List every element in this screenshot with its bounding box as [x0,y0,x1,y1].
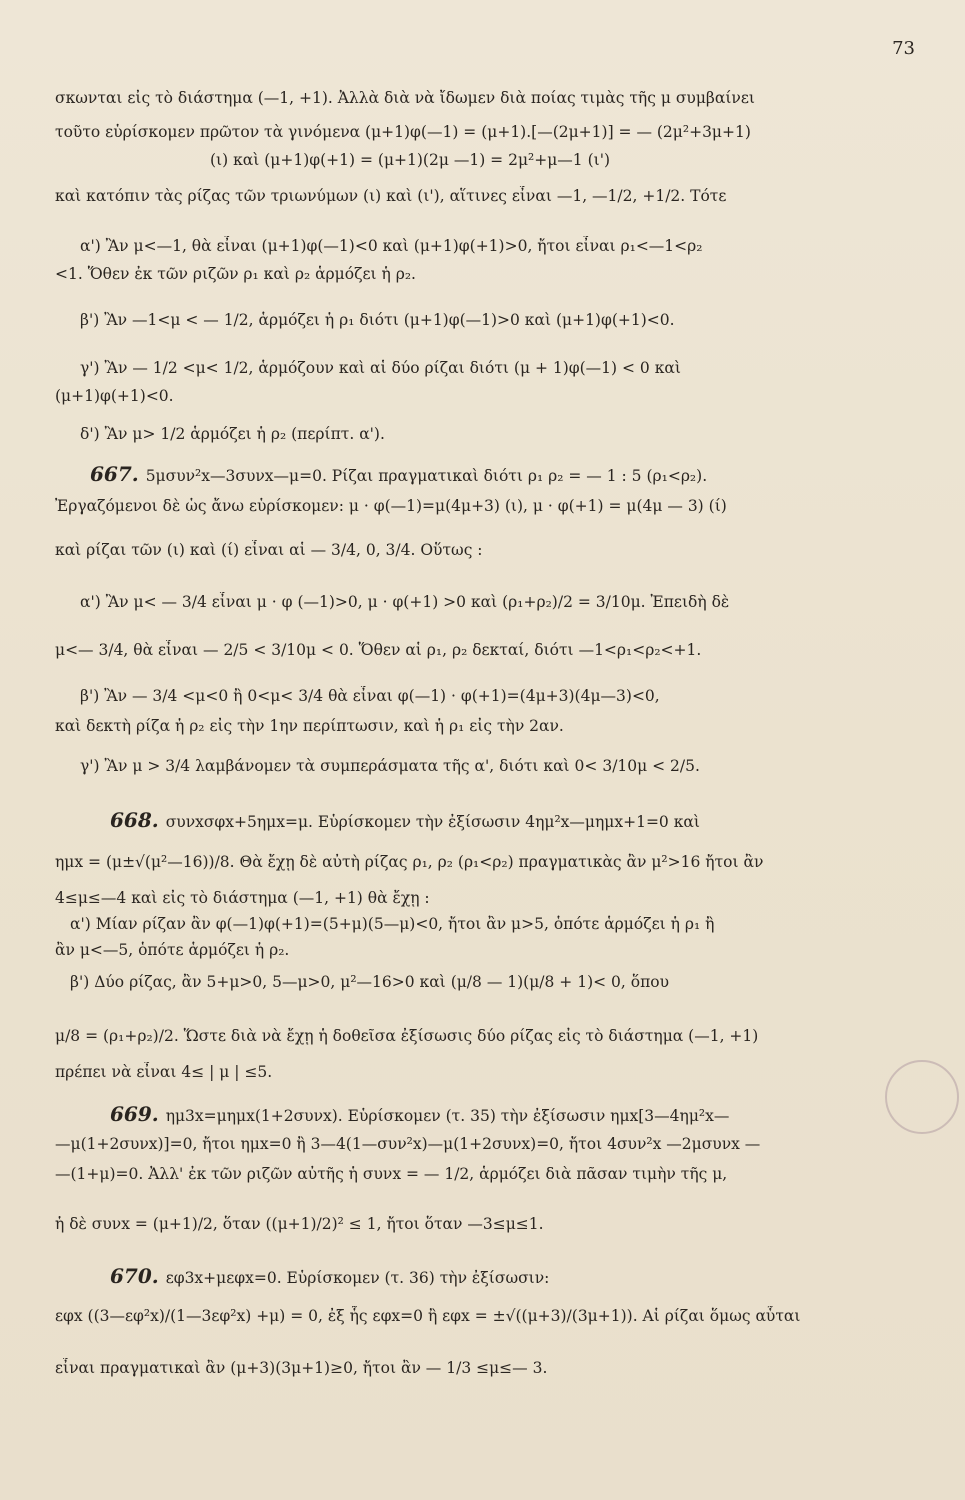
text-line: καὶ κατόπιν τὰς ρίζας τῶν τριωνύμων (ι) καὶ (ι'), αἵτινες εἶναι —1, —1/2, +1/2. Τότε [55,187,727,205]
text-line: σκωνται εἰς τὸ διάστημα (—1, +1). Ἀλλὰ διὰ νὰ ἴδωμεν διὰ ποίας τιμὰς τῆς μ συμβαίνει [55,89,755,107]
text-line: β') Δύο ρίζας, ἂν 5+μ>0, 5—μ>0, μ²—16>0 καὶ (μ/8 — 1)(μ/8 + 1)< 0, ὅπου [70,973,670,991]
text-line: Ἐργαζόμενοι δὲ ὡς ἄνω εὑρίσκομεν: μ · φ(—1)=μ(4μ+3) (ι), μ · φ(+1) = μ(4μ — 3) (ί) [55,497,727,515]
text-line: α') Μίαν ρίζαν ἂν φ(—1)φ(+1)=(5+μ)(5—μ)<0, ἤτοι ἂν μ>5, ὁπότε ἁρμόζει ἡ ρ₁ ἢ [70,915,715,933]
text-line: β') Ἂν — 3/4 <μ<0 ἢ 0<μ< 3/4 θὰ εἶναι φ(—1) · φ(+1)=(4μ+3)(4μ—3)<0, [80,687,660,705]
exercise-667: 667. 5μσυν²x—3συνx—μ=0. Ρίζαι πραγματικαὶ διότι ρ₁ ρ₂ = — 1 : 5 (ρ₁<ρ₂). [90,464,708,486]
exercise-number: 669. [110,1104,166,1126]
text-line: —μ(1+2συνx)]=0, ἤτοι ημx=0 ἢ 3—4(1—συν²x)—μ(1+2συνx)=0, ἤτοι 4συν²x —2μσυνx — [55,1135,761,1153]
exercise-number: 667. [90,464,146,486]
text-line: (ι) καὶ (μ+1)φ(+1) = (μ+1)(2μ —1) = 2μ²+μ—1 (ι') [210,151,611,169]
text-line: γ') Ἂν μ > 3/4 λαμβάνομεν τὰ συμπεράσματα τῆς α', διότι καὶ 0< 3/10μ < 2/5. [80,757,700,775]
exercise-668: 668. συνxσφx+5ημx=μ. Εὑρίσκομεν τὴν ἐξίσωσιν 4ημ²x—μημx+1=0 καὶ [110,810,700,832]
exercise-number: 670. [110,1266,166,1288]
text-line: καὶ ρίζαι τῶν (ι) καὶ (ί) εἶναι αἱ — 3/4, 0, 3/4. Οὕτως : [55,541,483,559]
text-line: α') Ἂν μ<—1, θὰ εἶναι (μ+1)φ(—1)<0 καὶ (μ+1)φ(+1)>0, ἤτοι εἶναι ρ₁<—1<ρ₂ [80,237,703,255]
text-line: <1. Ὅθεν ἐκ τῶν ριζῶν ρ₁ καὶ ρ₂ ἁρμόζει ἡ ρ₂. [55,265,416,283]
text-line: τοῦτο εὑρίσκομεν πρῶτον τὰ γινόμενα (μ+1)φ(—1) = (μ+1).[—(2μ+1)] = — (2μ²+3μ+1) [55,123,751,141]
text-line: β') Ἂν —1<μ < — 1/2, ἁρμόζει ἡ ρ₁ διότι (μ+1)φ(—1)>0 καὶ (μ+1)φ(+1)<0. [80,311,675,329]
text-line: α') Ἂν μ< — 3/4 εἶναι μ · φ (—1)>0, μ · φ(+1) >0 καὶ (ρ₁+ρ₂)/2 = 3/10μ. Ἐπειδὴ δὲ [80,593,730,611]
text-line: εἶναι πραγματικαὶ ἂν (μ+3)(3μ+1)≥0, ἤτοι ἂν — 1/3 ≤μ≤— 3. [55,1359,548,1377]
exercise-670: 670. εφ3x+μεφx=0. Εὑρίσκομεν (τ. 36) τὴν ἐξίσωσιν: [110,1266,550,1288]
text-line: (μ+1)φ(+1)<0. [55,387,174,405]
exercise-number: 668. [110,810,166,832]
text-line: καὶ δεκτὴ ρίζα ἡ ρ₂ εἰς τὴν 1ην περίπτωσιν, καὶ ἡ ρ₁ εἰς τὴν 2αν. [55,717,564,735]
text-line: 4≤μ≤—4 καὶ εἰς τὸ διάστημα (—1, +1) θὰ ἔχῃ : [55,889,430,907]
text-line: μ/8 = (ρ₁+ρ₂)/2. Ὥστε διὰ νὰ ἔχῃ ἡ δοθεῖσα ἐξίσωσις δύο ρίζας εἰς τὸ διάστημα (—1, +1) [55,1027,759,1045]
exercise-669: 669. ημ3x=μημx(1+2συνx). Εὑρίσκομεν (τ. 35) τὴν ἐξίσωσιν ημx[3—4ημ²x— [110,1104,730,1126]
text-line: δ') Ἂν μ> 1/2 ἁρμόζει ἡ ρ₂ (περίπτ. α'). [80,425,385,443]
text-line: γ') Ἂν — 1/2 <μ< 1/2, ἁρμόζουν καὶ αἱ δύο ρίζαι διότι (μ + 1)φ(—1) < 0 καὶ [80,359,681,377]
text-line: εφx ((3—εφ²x)/(1—3εφ²x) +μ) = 0, ἐξ ἧς εφx=0 ἢ εφx = ±√((μ+3)/(3μ+1)). Αἱ ρίζαι ὅμως αὗται [55,1307,801,1325]
text-line: πρέπει νὰ εἶναι 4≤ | μ | ≤5. [55,1063,273,1081]
text-line: μ<— 3/4, θὰ εἶναι — 2/5 < 3/10μ < 0. Ὅθεν αἱ ρ₁, ρ₂ δεκταί, διότι —1<ρ₁<ρ₂<+1. [55,641,702,659]
text-line: ημx = (μ±√(μ²—16))/8. Θὰ ἔχῃ δὲ αὐτὴ ρίζας ρ₁, ρ₂ (ρ₁<ρ₂) πραγματικὰς ἂν μ²>16 ἤτοι ἂν [55,853,764,871]
text-line: ἂν μ<—5, ὁπότε ἁρμόζει ἡ ρ₂. [55,941,290,959]
text-line: —(1+μ)=0. Ἀλλ' ἐκ τῶν ριζῶν αὐτῆς ἡ συνx = — 1/2, ἁρμόζει διὰ πᾶσαν τιμὴν τῆς μ, [55,1165,728,1183]
library-stamp [885,1060,959,1134]
text-line: ἡ δὲ συνx = (μ+1)/2, ὅταν ((μ+1)/2)² ≤ 1, ἤτοι ὅταν —3≤μ≤1. [55,1215,544,1233]
page-number: 73 [892,38,915,59]
